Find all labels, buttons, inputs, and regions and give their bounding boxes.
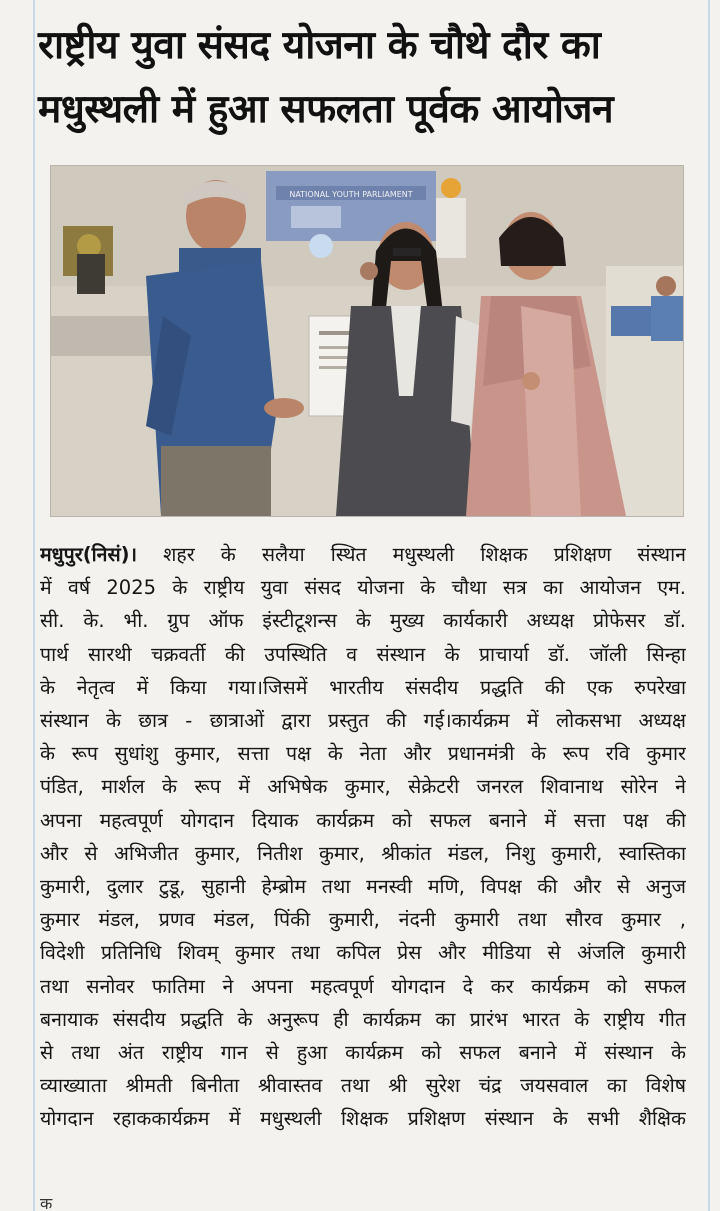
article-line-3: सी. के. भी. ग्रुप ऑफ इंस्टीटूशन्स के मुख्य कार्यकारी अध्यक्ष प्रोफेसर डॉ. — [40, 609, 686, 633]
article-line-7: के रूप सुधांशु कुमार, सत्ता पक्ष के नेता और प्रधानमंत्री के रूप रवि कुमार — [40, 742, 686, 766]
article-line-16: से तथा अंत राष्ट्रीय गान से हुआ कार्यक्रम को सफल बनाने में संस्थान के — [40, 1041, 686, 1065]
headline-line-2: मधुस्थली में हुआ सफलता पूर्वक आयोजन — [38, 87, 614, 132]
article-line-text: शहर के सलैया स्थित मधुस्थली शिक्षक प्रशिक्षण संस्थान — [163, 543, 686, 566]
byline: मधुपुर(निसं)। — [40, 543, 137, 566]
article-line-5: के नेतृत्व में किया गया।जिसमें भारतीय संसदीय प्रद्धति की एक रुपरेखा — [40, 675, 686, 699]
article-line-13: विदेशी प्रतिनिधि शिवम् कुमार तथा कपिल प्रेस और मीडिया से अंजलि कुमारी — [40, 941, 686, 965]
article-body — [40, 538, 686, 1136]
banner-text: NATIONAL YOUTH PARLIAMENT — [289, 190, 413, 199]
article-line-15: बनायाक संसदीय प्रद्धति के अनुरूप ही कार्यक्रम का प्रारंभ भारत के राष्ट्रीय गीत — [40, 1007, 686, 1031]
article-line-17: व्याख्याता श्रीमती बिनीता श्रीवास्तव तथा श्री सुरेश चंद्र जयसवाल का विशेष — [40, 1074, 686, 1098]
article-line-4: पार्थ सारथी चक्रवर्ती की उपस्थिति व संस्थान के प्राचार्या डॉ. जॉली सिन्हा — [40, 642, 686, 666]
page-edge-left — [33, 0, 35, 1211]
article-line-11: कुमारी, दुलार टुडू, सुहानी हेम्ब्रोम तथा मनस्वी मणि, विपक्ष की और से अनुज — [40, 875, 686, 899]
article-line-14: तथा सनोवर फातिमा ने अपना महत्वपूर्ण योगदान दे कर कार्यक्रम को सफल — [40, 974, 686, 998]
article-line-1 — [40, 538, 686, 571]
article-line-12: कुमार मंडल, प्रणव मंडल, पिंकी कुमारी, नंदनी कुमारी तथा सौरव कुमार , — [40, 908, 686, 932]
article-line-6: संस्थान के छात्र - छात्राओं द्वारा प्रस्तुत की गई।कार्यक्रम में लोकसभा अध्यक्ष — [40, 709, 686, 733]
article-continuation: क — [40, 1196, 53, 1210]
news-photo — [50, 165, 684, 517]
article-line-9: अपना महत्वपूर्ण योगदान दियाक कार्यक्रम को सफल बनाने में सत्ता पक्ष की — [40, 808, 686, 832]
article-line-10: और से अभिजीत कुमार, नितीश कुमार, श्रीकांत मंडल, निशु कुमारी, स्वास्तिका — [40, 841, 686, 865]
article-line-2: में वर्ष 2025 के राष्ट्रीय युवा संसद योजना के चौथा सत्र का आयोजन एम. — [40, 576, 686, 600]
article-line-18: योगदान रहाककार्यक्रम में मधुस्थली शिक्षक प्रशिक्षण संस्थान के सभी शैक्षिक — [40, 1107, 686, 1131]
page-edge-right — [708, 0, 710, 1211]
article-line-8: पंडित, मार्शल के रूप में अभिषेक कुमार, सेक्रेटरी जनरल शिवानाथ सोरेन ने — [40, 775, 686, 799]
headline — [38, 14, 718, 142]
headline-line-1: राष्ट्रीय युवा संसद योजना के चौथे दौर का — [38, 23, 601, 68]
